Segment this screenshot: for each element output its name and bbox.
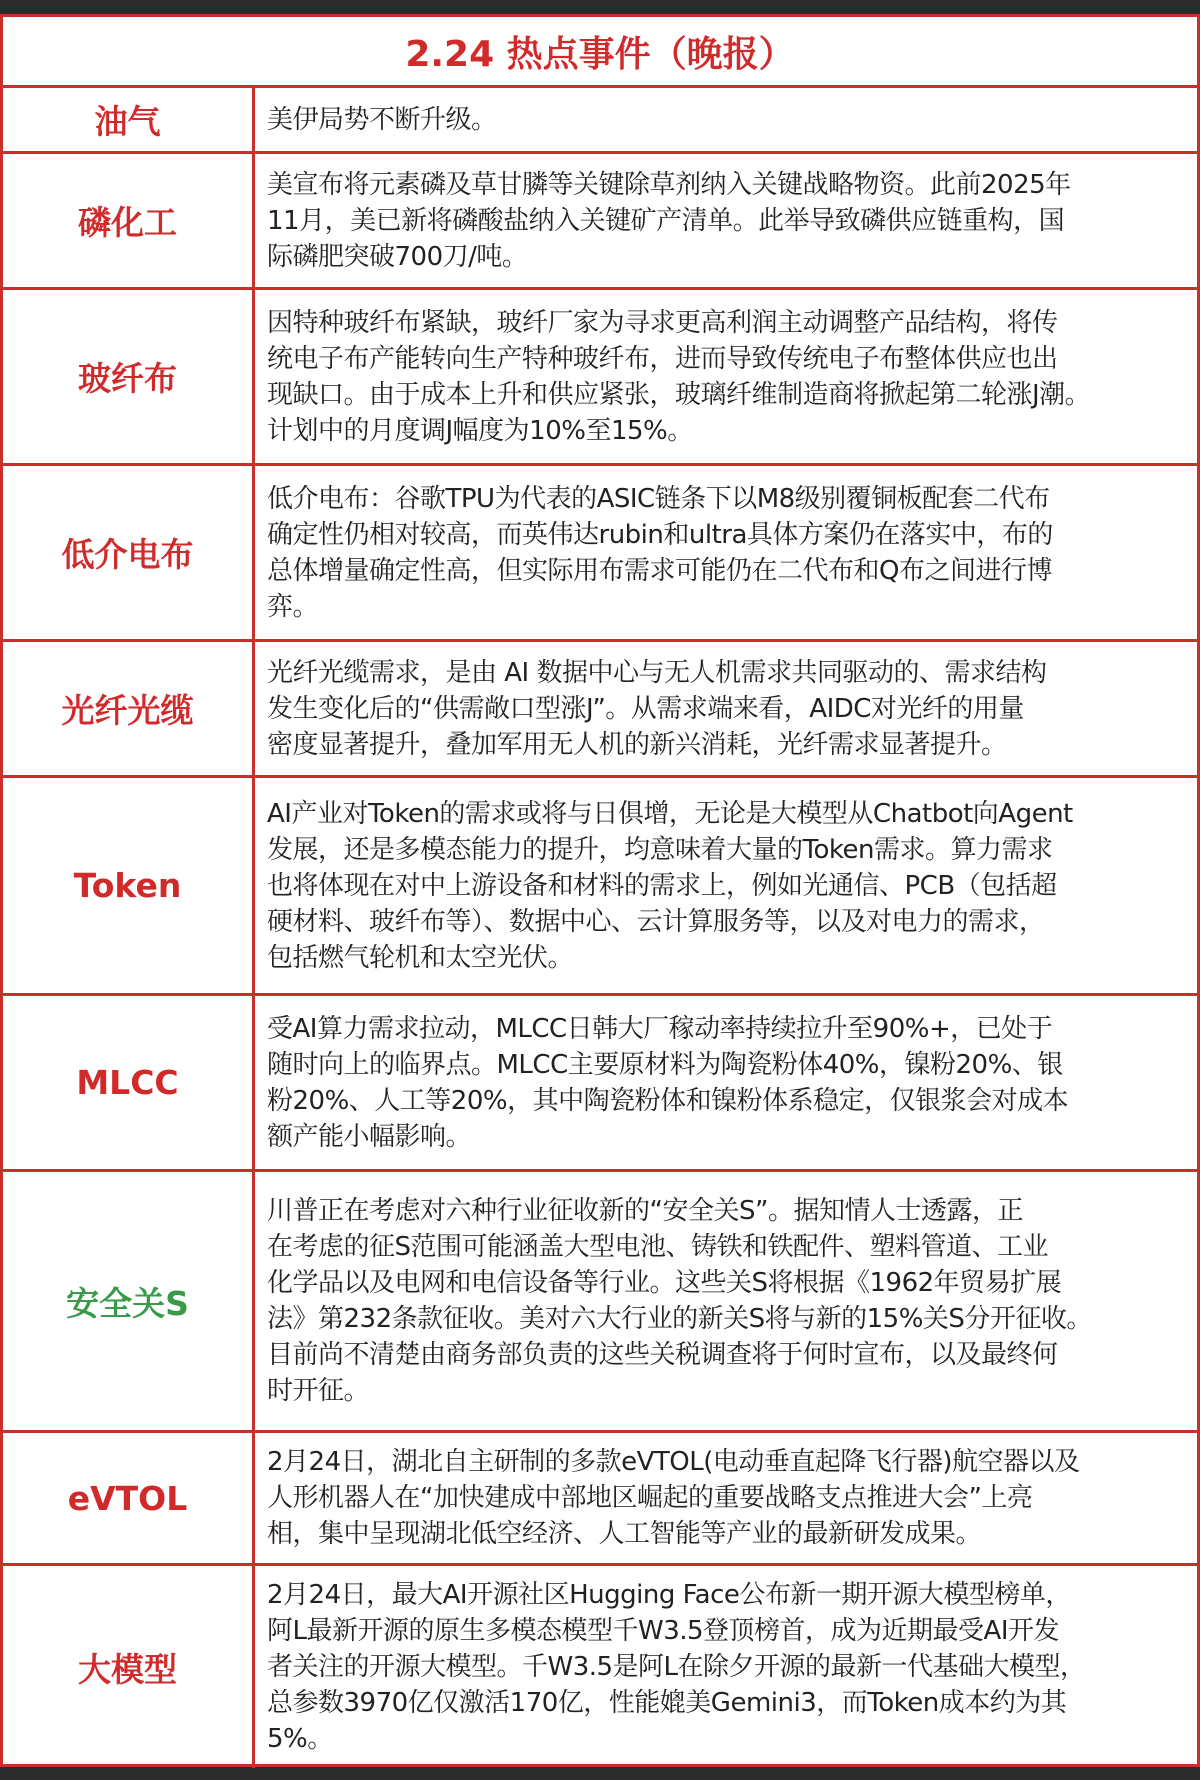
table-row: [3, 88, 1197, 154]
table-row: [3, 290, 1197, 466]
table-row: [3, 1566, 1197, 1768]
description-line: 随时向上的临界点。MLCC主要原材料为陶瓷粉体40%，镍粉20%、银: [267, 1049, 1063, 1080]
event-description: [255, 466, 1197, 639]
table-row: [3, 1433, 1197, 1566]
description-line: 目前尚不清楚由商务部负责的这些关税调查将于何时宣布，以及最终何: [267, 1340, 1058, 1370]
table-body: [3, 88, 1197, 1768]
description-line: 统电子布产能转向生产特种玻纤布，进而导致传统电子布整体供应也出: [267, 343, 1058, 374]
description-line: 硬材料、玻纤布等）、数据中心、云计算服务等，以及对电力的需求，: [267, 906, 1045, 937]
category-label: eVTOL: [3, 1433, 255, 1563]
category-label: MLCC: [3, 996, 255, 1169]
category-label: 光纤光缆: [3, 642, 255, 775]
description-line: 弈。: [267, 591, 319, 622]
description-line: 法》第232条款征收。美对六大行业的新关S将与新的15%关S分开征收。: [267, 1304, 1092, 1334]
event-description: [255, 1566, 1197, 1768]
description-line: 阿L最新开源的原生多模态模型千W3.5登顶榜首，成为近期最受AI开发: [267, 1616, 1059, 1646]
description-line: 计划中的月度调J幅度为10%至15%。: [267, 415, 693, 446]
category-label: 磷化工: [3, 154, 255, 287]
event-description: [255, 778, 1197, 993]
event-description: [255, 88, 1197, 151]
description-line: AI产业对Token的需求或将与日俱增，无论是大模型从Chatbot向Agent: [267, 798, 1073, 829]
category-label: 大模型: [3, 1566, 255, 1768]
event-description: [255, 154, 1197, 287]
description-line: 美宣布将元素磷及草甘膦等关键除草剂纳入关键战略物资。此前2025年: [267, 169, 1071, 200]
description-line: 相，集中呈现湖北低空经济、人工智能等产业的最新研发成果。: [267, 1519, 982, 1549]
description-line: 2月24日，最大AI开源社区Hugging Face公布新一期开源大模型榜单，: [267, 1580, 1071, 1610]
table-row: [3, 642, 1197, 778]
table-row: [3, 778, 1197, 996]
description-line: 总体增量确定性高，但实际用布需求可能仍在二代布和Q布之间进行博: [267, 555, 1052, 586]
category-label: 油气: [3, 88, 255, 151]
hot-events-table: [0, 14, 1200, 1767]
event-description: [255, 996, 1197, 1169]
description-line: 美伊局势不断升级。: [267, 104, 497, 135]
table-row: [3, 154, 1197, 290]
description-line: 因特种玻纤布紧缺，玻纤厂家为寻求更高利润主动调整产品结构，将传: [267, 307, 1058, 338]
description-line: 2月24日，湖北自主研制的多款eVTOL(电动垂直起降飞行器)航空器以及: [267, 1447, 1080, 1477]
description-line: 总参数3970亿仅激活170亿，性能媲美Gemini3，而Token成本约为其: [267, 1688, 1067, 1718]
table-row: [3, 466, 1197, 642]
description-line: 也将体现在对中上游设备和材料的需求上，例如光通信、PCB（包括超: [267, 870, 1057, 901]
description-line: 在考虑的征S范围可能涵盖大型电池、铸铁和铁配件、塑料管道、工业: [267, 1232, 1049, 1262]
description-line: 受AI算力需求拉动，MLCC日韩大厂稼动率持续拉升至90%+，已处于: [267, 1013, 1053, 1044]
description-line: 确定性仍相对较高，而英伟达rubin和ultra具体方案仍在落实中，布的: [267, 519, 1053, 550]
description-line: 粉20%、人工等20%，其中陶瓷粉体和镍粉体系稳定，仅银浆会对成本: [267, 1085, 1069, 1116]
table-row: [3, 1172, 1197, 1433]
event-description: [255, 290, 1197, 463]
description-line: 化学品以及电网和电信设备等行业。这些关S将根据《1962年贸易扩展: [267, 1268, 1062, 1298]
event-description: [255, 1172, 1197, 1430]
description-line: 11月，美已新将磷酸盐纳入关键矿产清单。此举导致磷供应链重构，国: [267, 205, 1065, 236]
description-line: 际磷肥突破700刀/吨。: [267, 241, 528, 272]
category-label: 低介电布: [3, 466, 255, 639]
description-line: 者关注的开源大模型。千W3.5是阿L在除夕开源的最新一代基础大模型，: [267, 1652, 1086, 1682]
description-line: 5%。: [267, 1724, 333, 1754]
description-line: 光纤光缆需求，是由 AI 数据中心与无人机需求共同驱动的、需求结构: [267, 657, 1047, 688]
event-description: [255, 642, 1197, 775]
category-label: Token: [3, 778, 255, 993]
description-line: 时开征。: [267, 1376, 370, 1406]
category-label: 安全关S: [3, 1172, 255, 1430]
description-line: 现缺口。由于成本上升和供应紧张，玻璃纤维制造商将掀起第二轮涨J潮。: [267, 379, 1091, 410]
event-description: [255, 1433, 1197, 1563]
description-line: 发展，还是多模态能力的提升，均意味着大量的Token需求。算力需求: [267, 834, 1053, 865]
description-line: 密度显著提升，叠加军用无人机的新兴消耗，光纤需求显著提升。: [267, 729, 1007, 760]
description-line: 包括燃气轮机和太空光伏。: [267, 942, 574, 973]
page-title: 2.24 热点事件（晚报）: [3, 17, 1197, 88]
description-line: 川普正在考虑对六种行业征收新的“安全关S”。据知情人士透露，正: [267, 1196, 1023, 1226]
description-line: 人形机器人在“加快建成中部地区崛起的重要战略支点推进大会”上亮: [267, 1483, 1033, 1513]
description-line: 额产能小幅影响。: [267, 1121, 472, 1152]
description-line: 低介电布：谷歌TPU为代表的ASIC链条下以M8级别覆铜板配套二代布: [267, 483, 1050, 514]
category-label: 玻纤布: [3, 290, 255, 463]
table-row: [3, 996, 1197, 1172]
description-line: 发生变化后的“供需敞口型涨J”。从需求端来看，AIDC对光纤的用量: [267, 693, 1024, 724]
